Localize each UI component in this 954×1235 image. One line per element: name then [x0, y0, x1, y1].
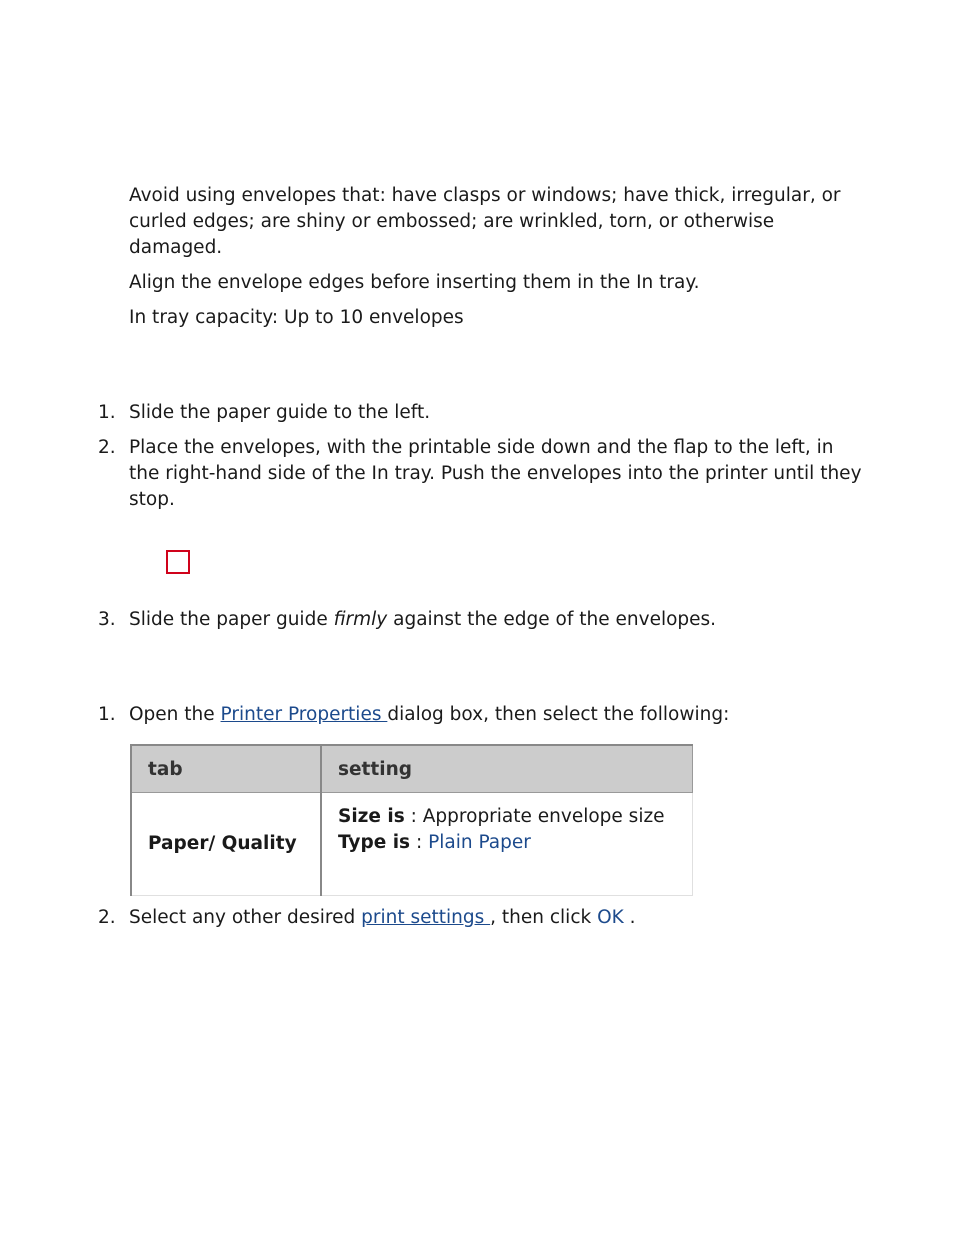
type-value: Plain Paper	[428, 832, 531, 853]
emphasis-firmly: firmly	[333, 609, 388, 630]
type-label: Type is	[338, 832, 411, 853]
guideline-align: Align the envelope edges before inserting them in the In tray.	[129, 272, 700, 293]
step-text-before: Select any other desired	[129, 907, 362, 928]
size-setting	[338, 805, 676, 829]
table-header-tab: tab	[131, 745, 321, 793]
size-separator: :	[404, 806, 423, 827]
step-text: Place the envelopes, with the printable side down and the flap to the left, in the right-hand side of the In tray. Push the envelopes into the printer until they stop.	[129, 437, 862, 510]
print-settings-link[interactable]: print settings	[361, 907, 491, 928]
step-text-after: .	[623, 907, 636, 928]
step-text	[129, 702, 869, 728]
step-number: 3.	[98, 609, 116, 630]
step-text-middle: , then click	[490, 907, 598, 928]
broken-image-icon	[166, 550, 190, 574]
type-setting	[338, 831, 676, 855]
table-header-setting: setting	[321, 745, 693, 793]
step-text-after: against the edge of the envelopes.	[387, 609, 717, 630]
step-number: 1.	[98, 402, 116, 423]
step-text-after: dialog box, then select the following:	[387, 704, 730, 725]
step-text: Slide the paper guide to the left.	[129, 402, 431, 423]
step-text	[129, 607, 869, 633]
step-number: 2.	[98, 437, 116, 458]
step-text	[129, 905, 869, 931]
tab-cell: Paper/ Quality	[131, 793, 321, 896]
table-row	[131, 793, 693, 896]
step-text-before: Slide the paper guide	[129, 609, 334, 630]
size-label: Size is	[338, 806, 405, 827]
guideline-capacity: In tray capacity: Up to 10 envelopes	[129, 307, 464, 328]
size-value: Appropriate envelope size	[422, 806, 665, 827]
step-number: 1.	[98, 704, 116, 725]
guideline-avoid: Avoid using envelopes that: have clasps or windows; have thick, irregular, or curled edges; are shiny or embossed; are wrinkled, torn, or otherwise damaged.	[129, 185, 841, 258]
printer-properties-link[interactable]: Printer Properties	[220, 704, 388, 725]
settings-table	[130, 744, 693, 896]
type-separator: :	[410, 832, 429, 853]
ok-button-label: OK	[597, 907, 624, 928]
table-header-row	[131, 745, 693, 793]
setting-cell	[321, 793, 693, 896]
step-text-before: Open the	[129, 704, 221, 725]
step-number: 2.	[98, 907, 116, 928]
